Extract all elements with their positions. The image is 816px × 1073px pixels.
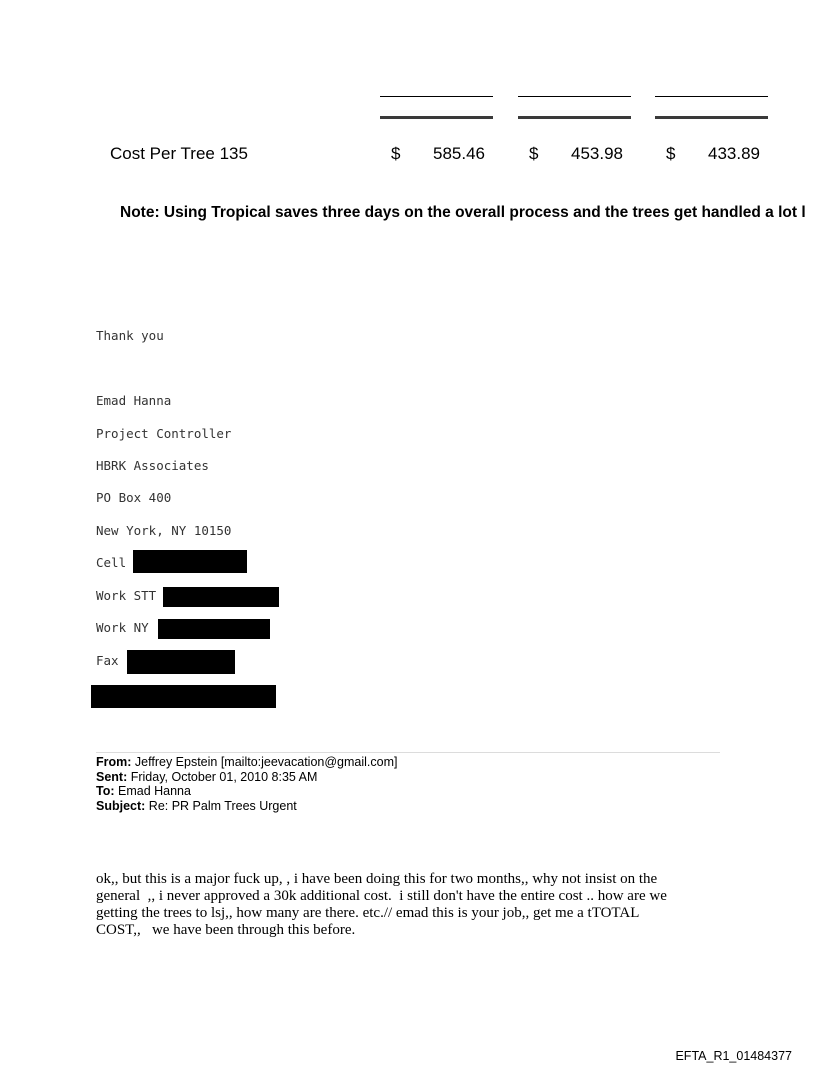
cost-currency-3: $ [666, 144, 676, 163]
body-line: COST,, we have been through this before. [96, 922, 356, 938]
to-value: Emad Hanna [118, 784, 191, 798]
redaction-fax [127, 650, 235, 674]
column-rule-3-top [655, 96, 768, 97]
cell-label: Cell [96, 555, 127, 570]
sent-value: Friday, October 01, 2010 8:35 AM [130, 769, 318, 784]
signature-po-box: PO Box 400 [96, 490, 172, 505]
subject-value: Re: PR Palm Trees Urgent [148, 798, 297, 813]
signature-closing: Thank you [96, 328, 164, 343]
signature-title: Project Controller [96, 426, 232, 441]
redaction-cell [133, 550, 247, 573]
to-row [96, 784, 397, 799]
note-clip [0, 204, 816, 222]
signature-company: HBRK Associates [96, 458, 209, 473]
cost-amount-3: 433.89 [708, 144, 760, 163]
cost-amount-1: 585.46 [433, 144, 485, 163]
from-label: From: [96, 755, 132, 769]
redaction-work-ny [158, 619, 270, 639]
body-line: getting the trees to lsj,, how many are there. etc.// emad this is your job,, get me a tTOTAL [96, 905, 640, 921]
subject-row [96, 799, 397, 814]
email-header [96, 755, 397, 813]
subject-label: Subject: [96, 798, 146, 813]
document-id: EFTA_R1_01484377 [675, 1049, 792, 1063]
sent-label: Sent: [96, 769, 128, 784]
column-rule-2-top [518, 96, 631, 97]
column-rule-2-bottom [518, 116, 631, 119]
cost-currency-1: $ [391, 144, 401, 163]
to-label: To: [96, 784, 115, 798]
from-row [96, 755, 397, 770]
column-rule-1-bottom [380, 116, 493, 119]
body-line: general ,, i never approved a 30k additional cost. i still don't have the entire cost .. how are we [96, 888, 667, 904]
cost-amount-2: 453.98 [571, 144, 623, 163]
signature-city: New York, NY 10150 [96, 523, 232, 538]
cost-currency-2: $ [529, 144, 539, 163]
column-rule-3-bottom [655, 116, 768, 119]
sent-row [96, 770, 397, 785]
body-line: ok,, but this is a major fuck up, , i have been doing this for two months,, why not insist on the [96, 871, 658, 887]
email-body [96, 871, 667, 939]
cost-per-tree-label: Cost Per Tree 135 [110, 144, 248, 163]
header-divider [96, 752, 720, 753]
note-text: Note: Using Tropical saves three days on the overall process and the trees get handled a lot l [120, 204, 806, 221]
redaction-email [91, 685, 276, 708]
work-stt-label: Work STT [96, 588, 157, 603]
from-value: Jeffrey Epstein [mailto:jeevacation@gmail.com] [134, 755, 398, 769]
fax-label: Fax [96, 653, 119, 668]
column-rule-1-top [380, 96, 493, 97]
redaction-work-stt [163, 587, 279, 607]
work-ny-label: Work NY [96, 620, 149, 635]
signature-name: Emad Hanna [96, 393, 172, 408]
